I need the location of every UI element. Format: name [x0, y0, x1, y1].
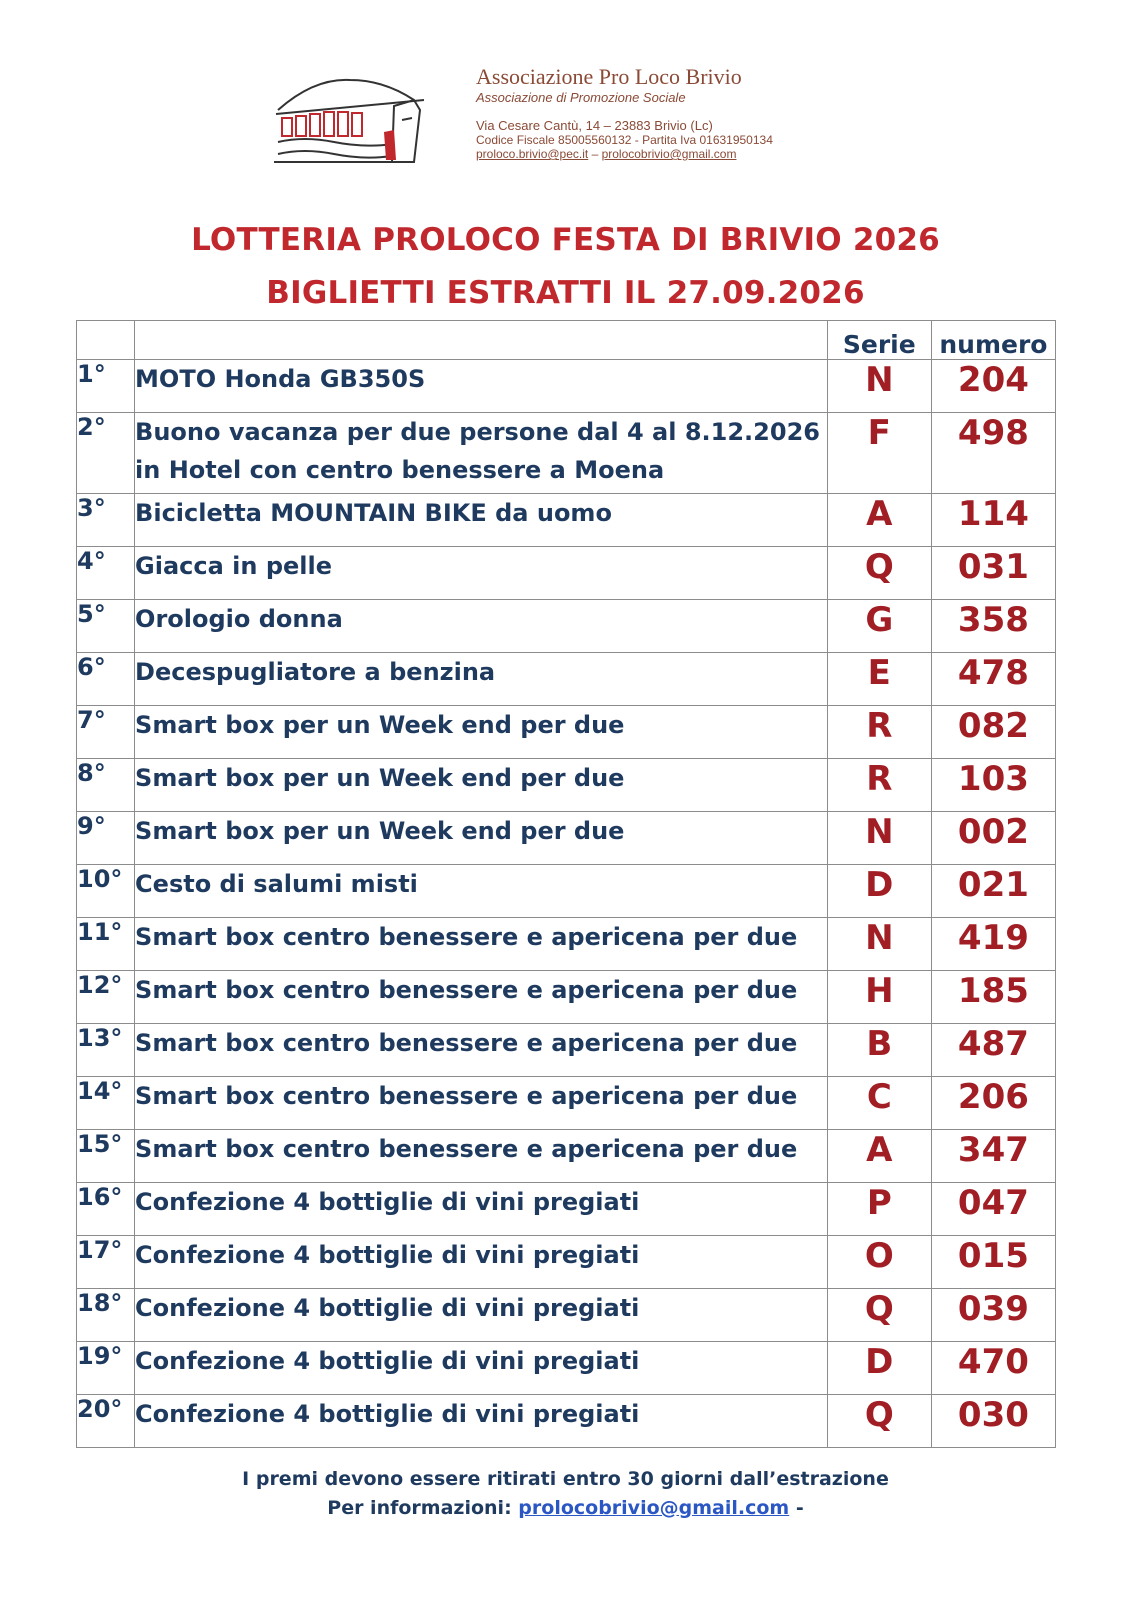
prize-description	[135, 1183, 828, 1236]
prize-rank: 20°	[77, 1395, 135, 1448]
prize-description	[135, 1130, 828, 1183]
prize-description-line: in Hotel con centro benessere a Moena	[135, 456, 665, 484]
prize-description	[135, 360, 828, 413]
prize-description-line: Bicicletta MOUNTAIN BIKE da uomo	[135, 499, 612, 527]
ticket-number: 204	[931, 360, 1055, 413]
prize-table	[76, 320, 1056, 1448]
ticket-number: 206	[931, 1077, 1055, 1130]
pec-email-link[interactable]: proloco.brivio@pec.it	[476, 147, 589, 161]
prize-description-line: Confezione 4 bottiglie di vini pregiati	[135, 1400, 640, 1428]
ticket-serie: O	[827, 1236, 931, 1289]
ticket-number: 498	[931, 413, 1055, 494]
prize-description-line: Smart box centro benessere e apericena per due	[135, 1029, 798, 1057]
table-row	[77, 971, 1056, 1024]
header-serie: Serie	[827, 321, 931, 360]
ticket-number: 347	[931, 1130, 1055, 1183]
ticket-serie: Q	[827, 547, 931, 600]
prize-rank: 5°	[77, 600, 135, 653]
prize-rank: 8°	[77, 759, 135, 812]
ticket-serie: D	[827, 865, 931, 918]
prize-description	[135, 494, 828, 547]
prize-description-line: Smart box per un Week end per due	[135, 711, 625, 739]
page-title: LOTTERIA PROLOCO FESTA DI BRIVIO 2026	[191, 222, 940, 258]
prize-description-line: Confezione 4 bottiglie di vini pregiati	[135, 1188, 640, 1216]
prize-description	[135, 865, 828, 918]
prize-description-line: Smart box centro benessere e apericena per due	[135, 976, 798, 1004]
prize-rank: 12°	[77, 971, 135, 1024]
prize-description-line: Confezione 4 bottiglie di vini pregiati	[135, 1347, 640, 1375]
prize-description-line: MOTO Honda GB350S	[135, 365, 426, 393]
footer-email-link[interactable]: prolocobrivio@gmail.com	[518, 1497, 790, 1519]
prize-description-line: Confezione 4 bottiglie di vini pregiati	[135, 1241, 640, 1269]
prize-description-line: Decespugliatore a benzina	[135, 658, 496, 686]
prize-rank: 18°	[77, 1289, 135, 1342]
header-prize	[135, 321, 828, 360]
table-row	[77, 547, 1056, 600]
org-fiscal: Codice Fiscale 85005560132 - Partita Iva 01631950134	[476, 133, 773, 147]
table-row	[77, 918, 1056, 971]
ticket-number: 047	[931, 1183, 1055, 1236]
table-row	[77, 759, 1056, 812]
table-row	[77, 1183, 1056, 1236]
prize-description-line: Smart box centro benessere e apericena per due	[135, 1082, 798, 1110]
header-rank	[77, 321, 135, 360]
prize-rank: 19°	[77, 1342, 135, 1395]
ticket-number: 185	[931, 971, 1055, 1024]
prize-description	[135, 759, 828, 812]
ticket-serie: E	[827, 653, 931, 706]
prize-rank: 14°	[77, 1077, 135, 1130]
ticket-serie: A	[827, 1130, 931, 1183]
footer-trail: -	[789, 1497, 804, 1519]
ticket-number: 103	[931, 759, 1055, 812]
prize-description-line: Giacca in pelle	[135, 552, 333, 580]
org-address: Via Cesare Cantù, 14 – 23883 Brivio (Lc)	[476, 118, 713, 133]
prize-description	[135, 1289, 828, 1342]
prize-description-line: Confezione 4 bottiglie di vini pregiati	[135, 1294, 640, 1322]
ticket-serie: C	[827, 1077, 931, 1130]
ticket-number: 470	[931, 1342, 1055, 1395]
table-row	[77, 1077, 1056, 1130]
prize-description	[135, 1077, 828, 1130]
gmail-email-link[interactable]: prolocobrivio@gmail.com	[601, 147, 737, 161]
prize-rank: 17°	[77, 1236, 135, 1289]
table-row	[77, 1130, 1056, 1183]
page-subtitle: BIGLIETTI ESTRATTI IL 27.09.2026	[266, 275, 865, 311]
bridge-logo-icon	[274, 70, 426, 166]
table-row	[77, 812, 1056, 865]
prize-rank: 11°	[77, 918, 135, 971]
table-row	[77, 706, 1056, 759]
table-row	[77, 413, 1056, 494]
prize-rank: 4°	[77, 547, 135, 600]
ticket-serie: H	[827, 971, 931, 1024]
ticket-serie: Q	[827, 1289, 931, 1342]
ticket-serie: B	[827, 1024, 931, 1077]
prize-rank: 3°	[77, 494, 135, 547]
prize-rank: 1°	[77, 360, 135, 413]
prize-rank: 10°	[77, 865, 135, 918]
prize-description	[135, 812, 828, 865]
prize-description	[135, 918, 828, 971]
ticket-serie: P	[827, 1183, 931, 1236]
prize-rank: 13°	[77, 1024, 135, 1077]
prize-description	[135, 413, 828, 494]
table-header	[77, 321, 1056, 360]
table-row	[77, 1236, 1056, 1289]
prize-description-line: Smart box per un Week end per due	[135, 817, 625, 845]
ticket-serie: N	[827, 360, 931, 413]
org-name: Associazione Pro Loco Brivio	[476, 64, 742, 89]
prize-description	[135, 971, 828, 1024]
footer-info	[0, 1497, 1131, 1519]
table-row	[77, 1395, 1056, 1448]
table-row	[77, 1342, 1056, 1395]
ticket-serie: G	[827, 600, 931, 653]
ticket-number: 015	[931, 1236, 1055, 1289]
table-row	[77, 1289, 1056, 1342]
table-row	[77, 600, 1056, 653]
ticket-number: 031	[931, 547, 1055, 600]
prize-rank: 15°	[77, 1130, 135, 1183]
ticket-number: 002	[931, 812, 1055, 865]
ticket-serie: D	[827, 1342, 931, 1395]
ticket-serie: R	[827, 759, 931, 812]
table-row	[77, 653, 1056, 706]
ticket-serie: R	[827, 706, 931, 759]
ticket-serie: N	[827, 918, 931, 971]
ticket-serie: F	[827, 413, 931, 494]
table-row	[77, 865, 1056, 918]
prize-description	[135, 653, 828, 706]
ticket-serie: Q	[827, 1395, 931, 1448]
ticket-number: 478	[931, 653, 1055, 706]
prize-description	[135, 600, 828, 653]
prize-description	[135, 1395, 828, 1448]
table-row	[77, 1024, 1056, 1077]
prize-rank: 2°	[77, 413, 135, 494]
footer-notice: I premi devono essere ritirati entro 30 giorni dall’estrazione	[242, 1468, 889, 1490]
org-emails	[476, 147, 936, 161]
ticket-number: 358	[931, 600, 1055, 653]
ticket-number: 487	[931, 1024, 1055, 1077]
footer-info-label: Per informazioni:	[327, 1497, 519, 1519]
org-subtitle: Associazione di Promozione Sociale	[476, 90, 686, 105]
prize-rank: 16°	[77, 1183, 135, 1236]
header-numero: numero	[931, 321, 1055, 360]
ticket-number: 030	[931, 1395, 1055, 1448]
email-separator: –	[588, 147, 602, 161]
ticket-number: 114	[931, 494, 1055, 547]
prize-description-line: Smart box per un Week end per due	[135, 764, 625, 792]
prize-description	[135, 1024, 828, 1077]
prize-description	[135, 1342, 828, 1395]
ticket-serie: N	[827, 812, 931, 865]
prize-rank: 6°	[77, 653, 135, 706]
ticket-number: 419	[931, 918, 1055, 971]
prize-rank: 9°	[77, 812, 135, 865]
table-row	[77, 360, 1056, 413]
prize-description	[135, 1236, 828, 1289]
prize-rank: 7°	[77, 706, 135, 759]
org-info	[476, 64, 936, 161]
prize-description-line: Orologio donna	[135, 605, 343, 633]
table-row	[77, 494, 1056, 547]
ticket-serie: A	[827, 494, 931, 547]
prize-description-line: Smart box centro benessere e apericena per due	[135, 1135, 798, 1163]
prize-description-line: Cesto di salumi misti	[135, 870, 418, 898]
prize-description	[135, 547, 828, 600]
ticket-number: 082	[931, 706, 1055, 759]
ticket-number: 021	[931, 865, 1055, 918]
prize-description-line: Smart box centro benessere e apericena per due	[135, 923, 798, 951]
prize-description-line: Buono vacanza per due persone dal 4 al 8.12.2026	[135, 418, 820, 446]
ticket-number: 039	[931, 1289, 1055, 1342]
prize-description	[135, 706, 828, 759]
